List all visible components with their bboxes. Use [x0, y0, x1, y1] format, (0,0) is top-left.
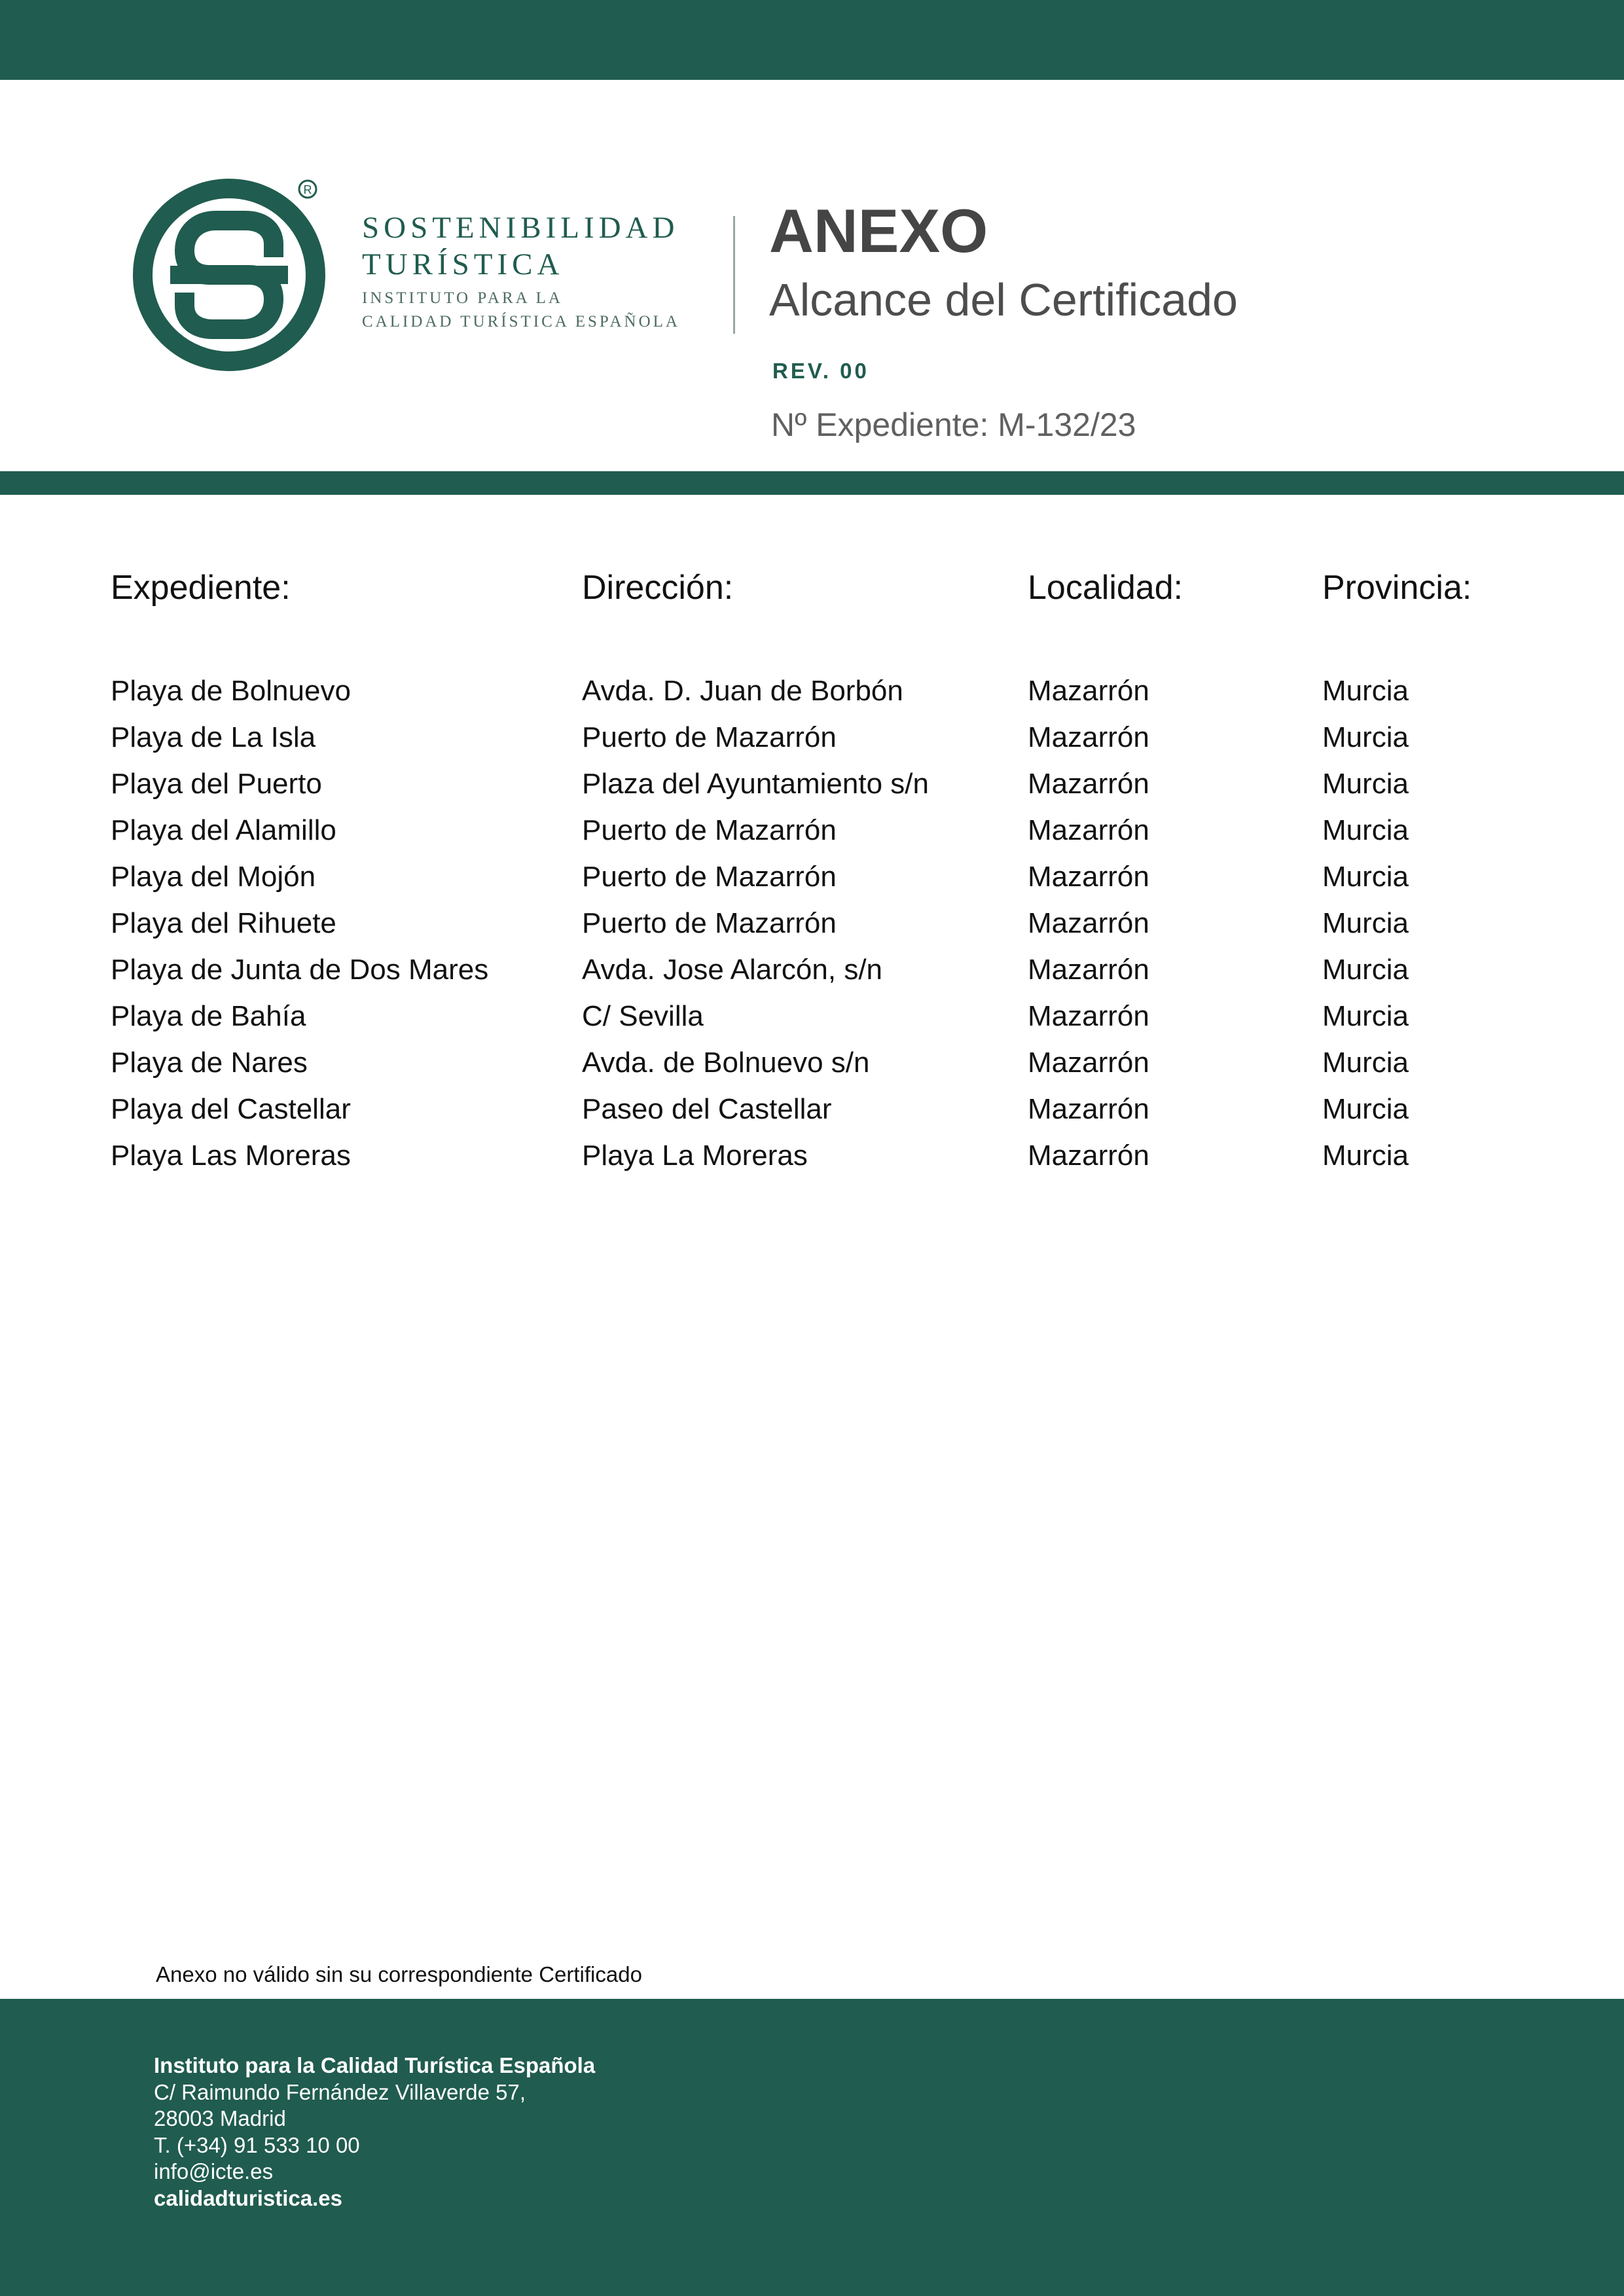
cell-direccion: Puerto de Mazarrón	[582, 861, 837, 893]
column-header-direccion: Dirección:	[582, 569, 734, 607]
table-row	[0, 857, 1624, 903]
cell-expediente: Playa del Rihuete	[111, 907, 336, 939]
svg-text:R: R	[303, 183, 312, 196]
cell-localidad: Mazarrón	[1028, 1093, 1149, 1125]
table-row	[0, 717, 1624, 764]
cell-direccion: Paseo del Castellar	[582, 1093, 832, 1125]
cell-direccion: Puerto de Mazarrón	[582, 721, 837, 753]
top-band	[0, 0, 1624, 80]
cell-expediente: Playa del Alamillo	[111, 814, 336, 846]
brand-sub-line1: INSTITUTO PARA LA	[362, 289, 563, 307]
header-separator-band	[0, 471, 1624, 495]
cell-direccion: Puerto de Mazarrón	[582, 814, 837, 846]
cell-expediente: Playa Las Moreras	[111, 1139, 351, 1172]
cell-provincia: Murcia	[1322, 1047, 1409, 1079]
cell-localidad: Mazarrón	[1028, 1047, 1149, 1079]
table-row	[0, 1136, 1624, 1182]
column-header-localidad: Localidad:	[1028, 569, 1183, 607]
brand-sub-line2: CALIDAD TURÍSTICA ESPAÑOLA	[362, 313, 680, 331]
cell-localidad: Mazarrón	[1028, 954, 1149, 986]
table-row	[0, 810, 1624, 857]
cell-provincia: Murcia	[1322, 907, 1409, 939]
cell-provincia: Murcia	[1322, 768, 1409, 800]
cell-direccion: Plaza del Ayuntamiento s/n	[582, 768, 929, 800]
cell-direccion: Playa La Moreras	[582, 1139, 808, 1172]
cell-provincia: Murcia	[1322, 861, 1409, 893]
table-row	[0, 903, 1624, 950]
cell-expediente: Playa de Nares	[111, 1047, 308, 1079]
cell-provincia: Murcia	[1322, 1093, 1409, 1125]
cell-localidad: Mazarrón	[1028, 1139, 1149, 1172]
cell-localidad: Mazarrón	[1028, 768, 1149, 800]
cell-expediente: Playa del Castellar	[111, 1093, 351, 1125]
cell-provincia: Murcia	[1322, 675, 1409, 707]
header-divider	[733, 216, 735, 334]
table-row	[0, 950, 1624, 996]
footer-website-link[interactable]: calidadturistica.es	[154, 2185, 342, 2210]
cell-localidad: Mazarrón	[1028, 675, 1149, 707]
scope-table-body	[0, 671, 1624, 1182]
cell-localidad: Mazarrón	[1028, 907, 1149, 939]
sostenibilidad-logo-icon	[131, 173, 327, 376]
footer-address-line2: 28003 Madrid	[154, 2106, 286, 2130]
cell-direccion: C/ Sevilla	[582, 1000, 704, 1032]
brand-name-line1: SOSTENIBILIDAD	[362, 211, 679, 245]
cell-expediente: Playa de Bolnuevo	[111, 675, 351, 707]
cell-expediente: Playa del Mojón	[111, 861, 316, 893]
table-row	[0, 764, 1624, 810]
revision-label: REV. 00	[772, 359, 869, 383]
footer-contact	[154, 2053, 595, 2212]
cell-expediente: Playa de La Isla	[111, 721, 316, 753]
cell-provincia: Murcia	[1322, 1000, 1409, 1032]
cell-provincia: Murcia	[1322, 1139, 1409, 1172]
brand-wordmark	[362, 209, 680, 334]
cell-direccion: Avda. de Bolnuevo s/n	[582, 1047, 870, 1079]
cell-provincia: Murcia	[1322, 954, 1409, 986]
brand-name-line2: TURÍSTICA	[362, 247, 564, 281]
cell-localidad: Mazarrón	[1028, 721, 1149, 753]
expediente-number: Nº Expediente: M-132/23	[771, 406, 1136, 443]
footer-email[interactable]: info@icte.es	[154, 2159, 274, 2183]
cell-localidad: Mazarrón	[1028, 1000, 1149, 1032]
footer-phone: T. (+34) 91 533 10 00	[154, 2132, 360, 2157]
column-header-expediente: Expediente:	[111, 569, 291, 607]
cell-localidad: Mazarrón	[1028, 861, 1149, 893]
cell-expediente: Playa del Puerto	[111, 768, 322, 800]
cell-localidad: Mazarrón	[1028, 814, 1149, 846]
cell-expediente: Playa de Bahía	[111, 1000, 306, 1032]
footer-org-name: Instituto para la Calidad Turística Española	[154, 2053, 596, 2077]
cell-direccion: Avda. D. Juan de Borbón	[582, 675, 903, 707]
cell-provincia: Murcia	[1322, 814, 1409, 846]
column-header-provincia: Provincia:	[1322, 569, 1472, 607]
document-title: ANEXO	[769, 196, 988, 265]
validity-footnote: Anexo no válido sin su correspondiente Certificado	[156, 1962, 642, 1986]
table-row	[0, 1043, 1624, 1089]
table-row	[0, 996, 1624, 1043]
table-row	[0, 671, 1624, 717]
cell-direccion: Avda. Jose Alarcón, s/n	[582, 954, 883, 986]
cell-provincia: Murcia	[1322, 721, 1409, 753]
cell-expediente: Playa de Junta de Dos Mares	[111, 954, 489, 986]
document-subtitle: Alcance del Certificado	[769, 274, 1238, 325]
footer-address-line1: C/ Raimundo Fernández Villaverde 57,	[154, 2079, 526, 2104]
cell-direccion: Puerto de Mazarrón	[582, 907, 837, 939]
table-row	[0, 1089, 1624, 1136]
